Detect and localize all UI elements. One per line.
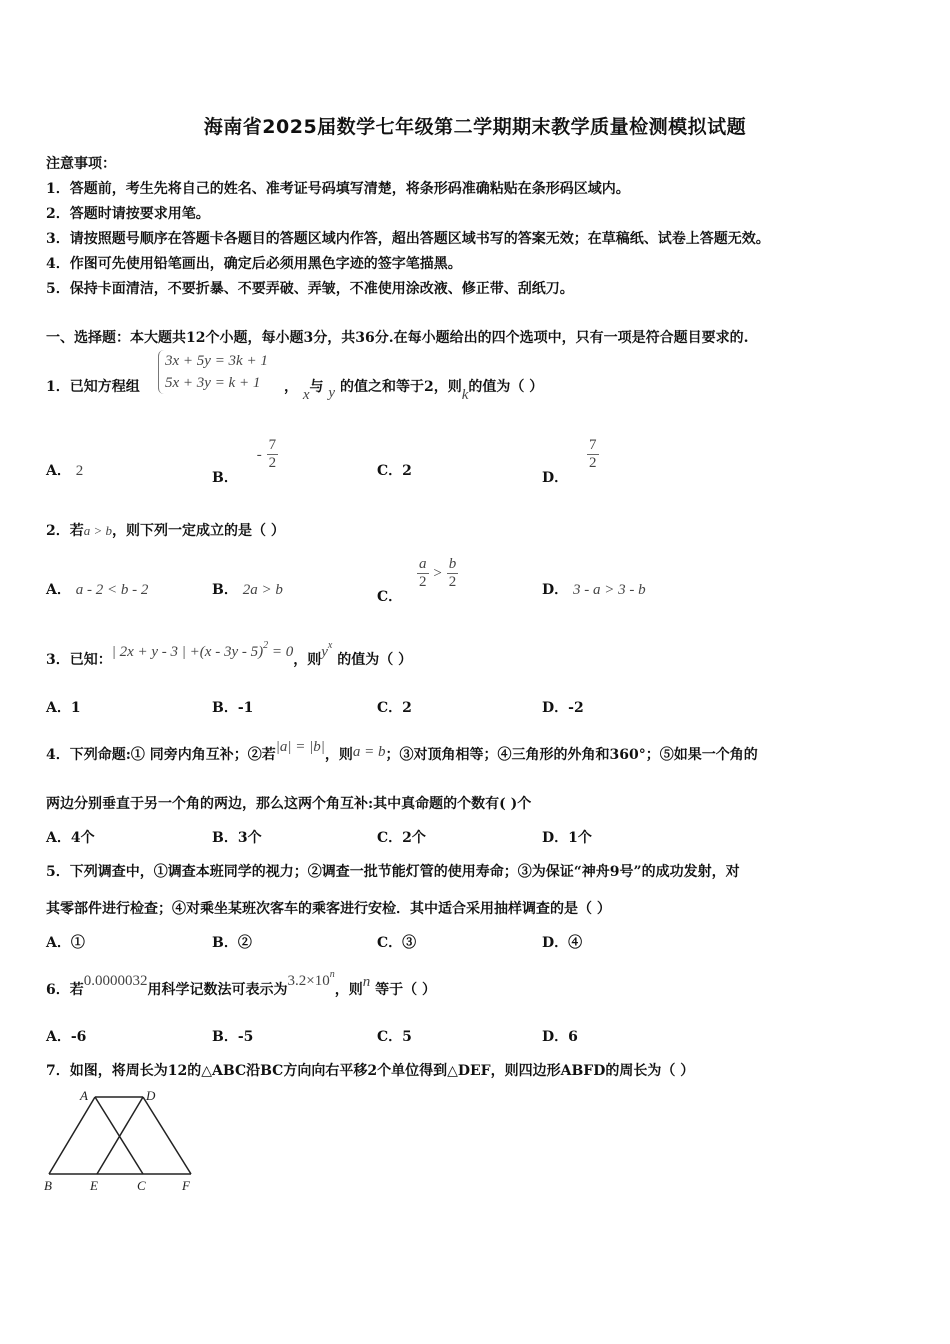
q3-option-c[interactable]: C．2 (377, 700, 412, 716)
point-label-e: E (90, 1178, 98, 1193)
point-label-c: C (137, 1178, 146, 1193)
q2-option-b[interactable]: B． 2a > b (212, 582, 283, 598)
q1-option-d[interactable]: D． $\frac{7}{2}$ (542, 437, 597, 486)
q5-option-c[interactable]: C．③ (377, 935, 417, 951)
point-label-d: D (146, 1088, 156, 1103)
section-heading: 一、选择题：本大题共12个小题，每小题3分，共36分.在每小题给出的四个选项中，只有一项是符合题目要求的. (46, 330, 749, 346)
q3-option-d[interactable]: D．-2 (542, 700, 584, 716)
q5-option-a[interactable]: A．① (46, 935, 85, 951)
q7-figure (40, 1086, 210, 1196)
note-item: 2．答题时请按要求用笔。 (46, 206, 210, 222)
notes-heading: 注意事项： (46, 156, 116, 172)
q5-option-b[interactable]: B．② (212, 935, 252, 951)
note-item: 5．保持卡面清洁，不要折暴、不要弄破、弄皱，不准使用涂改液、修正带、刮纸刀。 (46, 281, 574, 297)
q4-option-d[interactable]: D．1个 (542, 830, 592, 846)
point-label-f: F (182, 1178, 190, 1193)
segment-df (143, 1097, 191, 1174)
segment-ab (49, 1097, 95, 1174)
q2-option-c[interactable]: C． $\frac{a}{2}$ > $\frac{b}{2}$ (377, 556, 457, 605)
q6-option-a[interactable]: A．-6 (46, 1029, 87, 1045)
q5-option-d[interactable]: D．④ (542, 935, 583, 951)
q1-option-a[interactable]: A． 2 (46, 463, 84, 479)
q5-stem-line1: 5．下列调查中，①调查本班同学的视力；②调查一批节能灯管的使用寿命；③为保证“神舟9号”的成功发射，对 (46, 864, 740, 880)
q6-stem: 6．若0.0000032用科学记数法可表示为$3.2\times 10^n$，则n 等于（ ） (46, 969, 436, 998)
page-title: 海南省2025届数学七年级第二学期期末教学质量检测模拟试题 (203, 116, 747, 138)
note-item: 4．作图可先使用铅笔画出，确定后必须用黑色字迹的签字笔描黑。 (46, 256, 462, 272)
q6-option-d[interactable]: D．6 (542, 1029, 578, 1045)
q2-option-d[interactable]: D． 3 - a > 3 - b (542, 582, 646, 598)
note-item: 3．请按照题号顺序在答题卡各题目的答题区域内作答，超出答题区域书写的答案无效；在草稿纸、试卷上答题无效。 (46, 231, 770, 247)
q1-equation-system (158, 350, 268, 394)
q1-equation-1: 3x + 5y = 3k + 1 (165, 353, 268, 369)
q1-equation-2: 5x + 3y = k + 1 (165, 375, 261, 391)
note-item: 1．答题前，考生先将自己的姓名、准考证号码填写清楚，将条形码准确粘贴在条形码区域内。 (46, 181, 630, 197)
q6-option-b[interactable]: B．-5 (212, 1029, 254, 1045)
q4-option-c[interactable]: C．2个 (377, 830, 426, 846)
q3-option-a[interactable]: A．1 (46, 700, 81, 716)
q4-option-b[interactable]: B．3个 (212, 830, 262, 846)
q1-stem-rest: ， x与 y 的值之和等于2，则k的值为（ ） (284, 379, 544, 403)
q7-stem: 7．如图，将周长为12的△ABC沿BC方向向右平移2个单位得到△DEF，则四边形ABFD的周长为（ ） (46, 1063, 695, 1079)
q6-option-c[interactable]: C．5 (377, 1029, 412, 1045)
point-label-a: A (80, 1088, 88, 1103)
point-label-b: B (44, 1178, 52, 1193)
q1-option-b[interactable]: B． - $\frac{7}{2}$ (212, 437, 277, 486)
q4-stem-line2: 两边分别垂直于另一个角的两边，那么这两个角互补:其中真命题的个数有( )个 (46, 796, 532, 812)
q5-stem-line2: 其零部件进行检查；④对乘坐某班次客车的乘客进行安检．其中适合采用抽样调查的是（ ） (46, 901, 611, 917)
q1-stem: 1．已知方程组 (46, 379, 140, 395)
q4-stem-line1: 4．下列命题:① 同旁内角互补；②若|a| = |b|，则a = b；③对顶角相等；④三角形的外角和360°；⑤如果一个角的 (46, 739, 758, 763)
q3-option-b[interactable]: B．-1 (212, 700, 254, 716)
q2-option-a[interactable]: A． a - 2 < b - 2 (46, 582, 149, 598)
q4-option-a[interactable]: A．4个 (46, 830, 95, 846)
q2-stem: 2．若a > b，则下列一定成立的是（ ） (46, 523, 285, 539)
q1-option-c[interactable]: C．2 (377, 463, 412, 479)
q3-stem: 3．已知：| 2x + y - 3 | +(x - 3y - 5)$^2$ = 0，则$y^x$ 的值为（ ） (46, 640, 413, 668)
